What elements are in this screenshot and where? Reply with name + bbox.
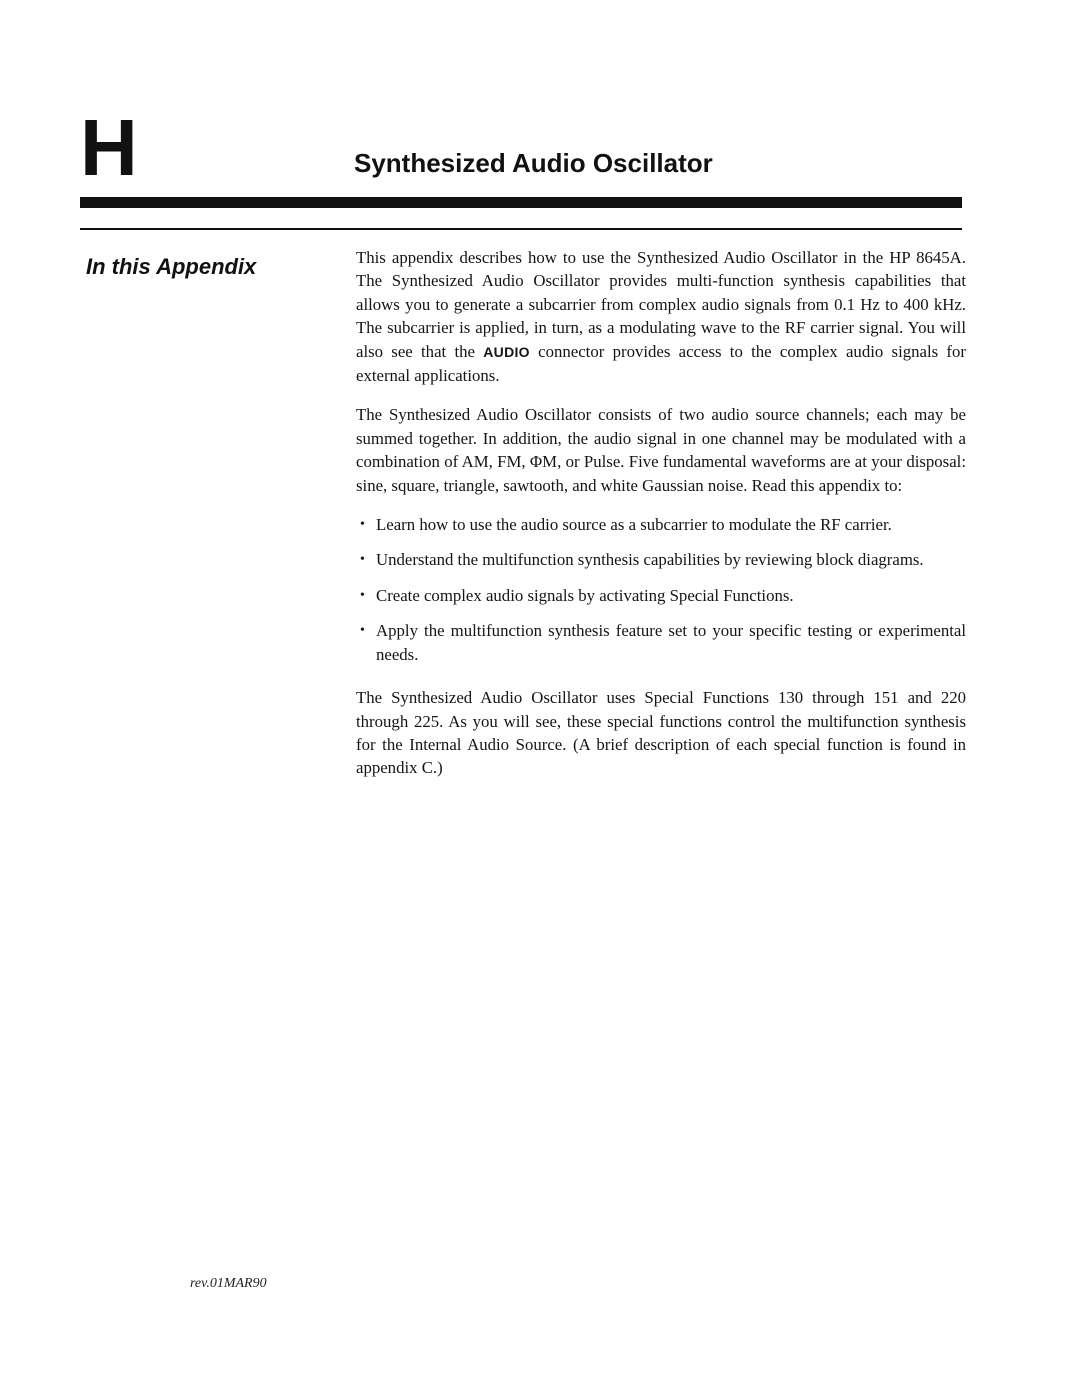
intro-paragraph: [356, 246, 966, 387]
list-item: [356, 619, 966, 666]
list-item-text: Learn how to use the audio source as a subcarrier to modulate the RF carrier.: [376, 515, 892, 535]
description-paragraph: The Synthesized Audio Oscillator consists of two audio source channels; each may be summed together. In addition, the audio signal in one channel may be modulated with a combination of AM, FM, ΦM, or Pulse. Five fundamental waveforms are at your disposal: sine, square, triangle, sawtooth, and white Gaussian noise. Read this appendix to:: [356, 405, 966, 495]
body-text: [356, 246, 966, 796]
intro-text-end: connector provides access to the complex audio signals for external applications.: [356, 341, 966, 386]
heading-rule-thin: [80, 228, 962, 230]
audio-connector-keyword: AUDIO: [483, 343, 530, 360]
bullet-icon: •: [360, 517, 365, 533]
bullet-icon: •: [360, 623, 365, 639]
bullet-list: [356, 513, 966, 666]
chapter-letter: H: [80, 103, 138, 192]
list-item: [356, 548, 966, 571]
list-item: [356, 584, 966, 607]
bullet-icon: •: [360, 552, 365, 568]
revision-label: rev.01MAR90: [190, 1276, 267, 1291]
section-heading: In this Appendix: [86, 254, 257, 279]
list-item-text: Apply the multifunction synthesis feature set to your specific testing or experimental needs.: [376, 621, 966, 664]
bullet-icon: •: [360, 587, 365, 603]
list-item-text: Create complex audio signals by activating Special Functions.: [376, 585, 794, 605]
list-item-text: Understand the multifunction synthesis capabilities by reviewing block diagrams.: [376, 550, 924, 570]
list-item: [356, 513, 966, 536]
chapter-title: Synthesized Audio Oscillator: [354, 148, 713, 178]
heading-rule-thick: [80, 197, 962, 208]
intro-text-start: This appendix describes how to use the Synthesized Audio Oscillator in the HP 8645A. The Synthesized Audio Oscillator provides multi-function synthesis capabilities that allows you to generate a subcarrier from complex audio signals from 0.1 Hz to 400 kHz. The subcarrier is applied, in turn, as a modulating wave to the RF carrier signal. You will also see that the: [356, 248, 966, 361]
special-functions-paragraph: The Synthesized Audio Oscillator uses Special Functions 130 through 151 and 220 through 225. As you will see, these special functions control the multifunction synthesis for the Internal Audio Source. (A brief description of each special function is found in appendix C.): [356, 688, 966, 778]
